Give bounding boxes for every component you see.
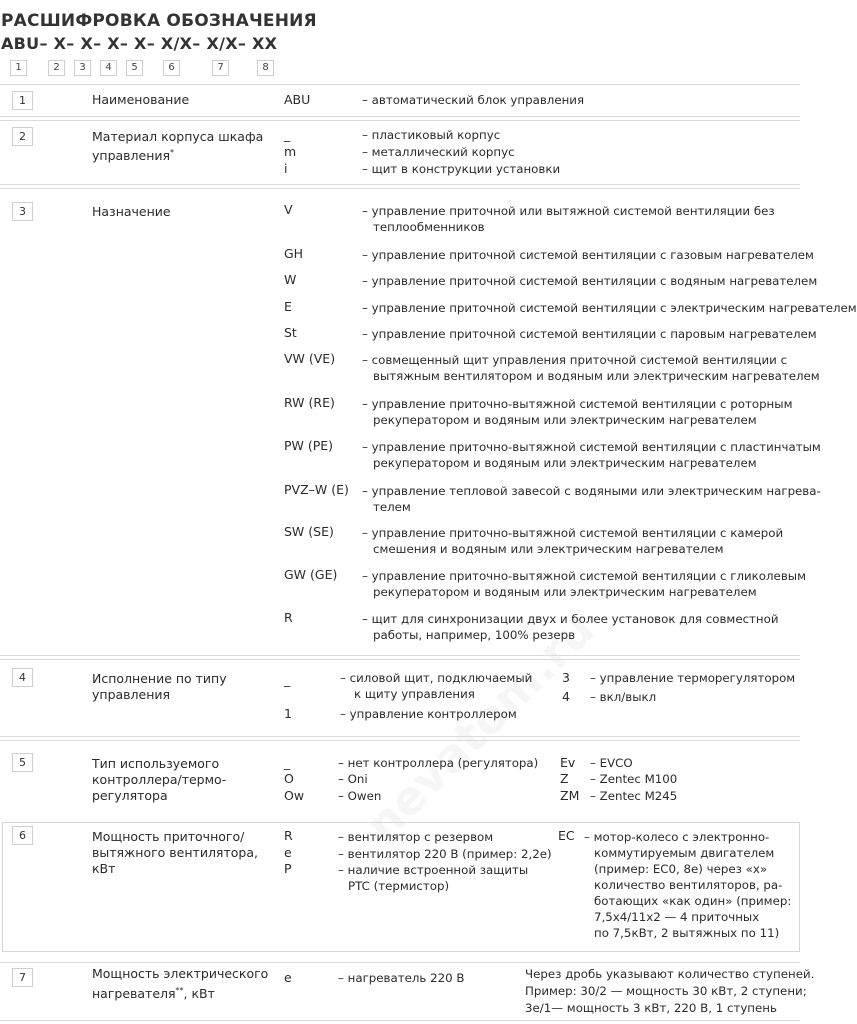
code-description: – управление приточной системой вентиляции с водяным нагревателем — [362, 274, 818, 288]
divider — [0, 736, 800, 741]
code-description: – Oni — [338, 772, 368, 786]
section-label: Материал корпуса шкафа — [92, 129, 264, 144]
code: Ow — [284, 788, 305, 803]
section-label: регулятора — [92, 788, 168, 803]
code-description: теплообменников — [373, 220, 485, 234]
code: O — [284, 771, 294, 786]
code: e — [284, 845, 292, 860]
code: _ — [284, 127, 291, 142]
code-description: – нагреватель 220 В — [338, 971, 465, 985]
section-number: 1 — [12, 91, 33, 110]
divider — [0, 84, 800, 85]
section-label: Мощность приточного/ — [92, 829, 245, 844]
code: P — [284, 861, 292, 876]
code-description: – управление тепловой завесой с водяными или электрическим нагрева- — [362, 484, 821, 498]
code: PW (PE) — [284, 438, 334, 453]
note-text: Через дробь указывают количество ступеней. — [525, 967, 815, 981]
code: R — [284, 610, 293, 625]
code-description: смешения и водяным или электрическим нагревателем — [373, 542, 724, 556]
code: e — [284, 970, 292, 985]
code-description: работы, например, 100% резерв — [373, 628, 576, 642]
code: Z — [560, 771, 569, 786]
note-text: Пример: 30/2 — мощность 30 кВт, 2 ступени; — [525, 984, 807, 998]
code: i — [284, 161, 288, 176]
section-number: 3 — [12, 202, 33, 221]
designation-formula: ABU– X– X– X– X– X/X– X/X– XX — [1, 34, 278, 53]
code: GH — [284, 246, 304, 261]
code-description: рекуператором и водяным или электрическим нагревателем — [373, 456, 757, 470]
code-description: – управление приточно-вытяжной системой вентиляции с камерой — [362, 526, 784, 540]
code-description: – управление контроллером — [340, 707, 517, 721]
divider — [0, 962, 800, 963]
code-description: – управление приточной системой вентиляции с газовым нагревателем — [362, 248, 814, 262]
code-description: – совмещенный щит управления приточной системой вентиляции с — [362, 353, 788, 367]
code-description: рекуператором и водяным или электрическим нагревателем — [373, 585, 757, 599]
code-description: вытяжным вентилятором и водяным или электрическим нагревателем — [373, 369, 820, 383]
section-number: 6 — [12, 826, 33, 845]
section-label: Исполнение по типу — [92, 671, 227, 686]
code-description: (пример: EC0, 8е) через «х» — [594, 862, 768, 876]
section-number: 7 — [12, 968, 33, 987]
code-description: – щит в конструкции установки — [362, 162, 561, 176]
section-label: кВт — [92, 861, 116, 876]
code-description: – управление приточно-вытяжной системой вентиляции с пластинчатым — [362, 440, 821, 454]
position-marker-7: 7 — [212, 60, 229, 76]
code-description: – управление приточной или вытяжной системой вентиляции без — [362, 204, 775, 218]
position-marker-4: 4 — [100, 60, 117, 76]
code-description: количество вентиляторов, ра- — [594, 878, 783, 892]
code-description: – автоматический блок управления — [362, 93, 585, 107]
code-description: – управление приточной системой вентиляции с паровым нагревателем — [362, 327, 817, 341]
code-description: – нет контроллера (регулятора) — [338, 756, 539, 770]
code-description: телем — [373, 500, 411, 514]
divider — [0, 184, 800, 189]
section-number: 5 — [12, 753, 33, 772]
code: SW (SE) — [284, 524, 334, 539]
code-description: – управление приточной системой вентиляции с электрическим нагревателем — [362, 301, 857, 315]
code: _ — [284, 755, 291, 770]
section-label: Мощность электрического — [92, 966, 269, 981]
code-description: – металлический корпус — [362, 145, 515, 159]
code: 3 — [562, 670, 570, 685]
code-description: ботающих «как один» (пример: — [594, 894, 792, 908]
code-description: – вентилятор 220 В (пример: 2,2е) — [338, 847, 552, 861]
divider — [0, 655, 800, 660]
code-description: к щиту управления — [354, 687, 475, 701]
code: EC — [558, 828, 575, 843]
position-marker-5: 5 — [126, 60, 143, 76]
section-label: управления* — [92, 148, 175, 164]
code: St — [284, 325, 297, 340]
code: PVZ–W (E) — [284, 482, 349, 497]
code-description: – вентилятор с резервом — [338, 830, 494, 844]
code: 4 — [562, 689, 570, 704]
code-description: по 7,5кВт, 2 вытяжных по 11) — [594, 926, 780, 940]
code: Ev — [560, 755, 576, 770]
code-description: – управление приточно-вытяжной системой вентиляции с роторным — [362, 397, 793, 411]
code-description: – EVCO — [590, 756, 633, 770]
position-marker-8: 8 — [257, 60, 274, 76]
code-description: – силовой щит, подключаемый — [340, 671, 533, 685]
note-text: 3е/1— мощность 3 кВт, 220 В, 1 ступень — [525, 1001, 777, 1015]
code: 1 — [284, 706, 292, 721]
code-description: – мотор-колесо с электронно- — [584, 830, 770, 844]
section-label: Тип используемого — [92, 756, 220, 771]
code-description: – Zentec M100 — [590, 772, 678, 786]
code-description: – управление приточно-вытяжной системой вентиляции с гликолевым — [362, 569, 806, 583]
code: V — [284, 202, 293, 217]
section-number: 4 — [12, 668, 33, 687]
page-title: РАСШИФРОВКА ОБОЗНАЧЕНИЯ — [1, 11, 317, 31]
divider — [0, 116, 800, 121]
section-number: 2 — [12, 127, 33, 146]
code: RW (RE) — [284, 395, 335, 410]
section-label: вытяжного вентилятора, — [92, 845, 258, 860]
position-marker-2: 2 — [48, 60, 65, 76]
divider — [0, 1020, 800, 1021]
position-marker-6: 6 — [163, 60, 180, 76]
code: R — [284, 828, 293, 843]
code-description: – управление терморегулятором — [590, 671, 796, 685]
code: ZM — [560, 788, 580, 803]
section-label: нагревателя**, кВт — [92, 986, 215, 1002]
position-marker-3: 3 — [74, 60, 91, 76]
code-description: рекуператором и водяным или электрическим нагревателем — [373, 413, 757, 427]
code: ABU — [284, 92, 311, 107]
code: E — [284, 299, 292, 314]
code-description: PTC (термистор) — [348, 879, 450, 893]
code: W — [284, 272, 297, 287]
code-description: – щит для синхронизации двух и более установок для совместной — [362, 612, 779, 626]
code: GW (GE) — [284, 567, 338, 582]
code-description: 7,5х4/11х2 — 4 приточных — [594, 910, 760, 924]
code-description: коммутируемым двигателем — [594, 846, 775, 860]
section-label: контроллера/термо- — [92, 772, 227, 787]
code-description: – Owen — [338, 789, 382, 803]
code-description: – наличие встроенной защиты — [338, 863, 529, 877]
section-label: управления — [92, 687, 171, 702]
section-label: Назначение — [92, 204, 171, 219]
code-description: – пластиковый корпус — [362, 128, 501, 142]
code: VW (VE) — [284, 351, 336, 366]
section-label: Наименование — [92, 92, 190, 107]
code-description: – вкл/выкл — [590, 690, 657, 704]
code: _ — [284, 672, 291, 687]
code: m — [284, 144, 297, 159]
code-description: – Zentec M245 — [590, 789, 678, 803]
position-marker-1: 1 — [10, 60, 27, 76]
